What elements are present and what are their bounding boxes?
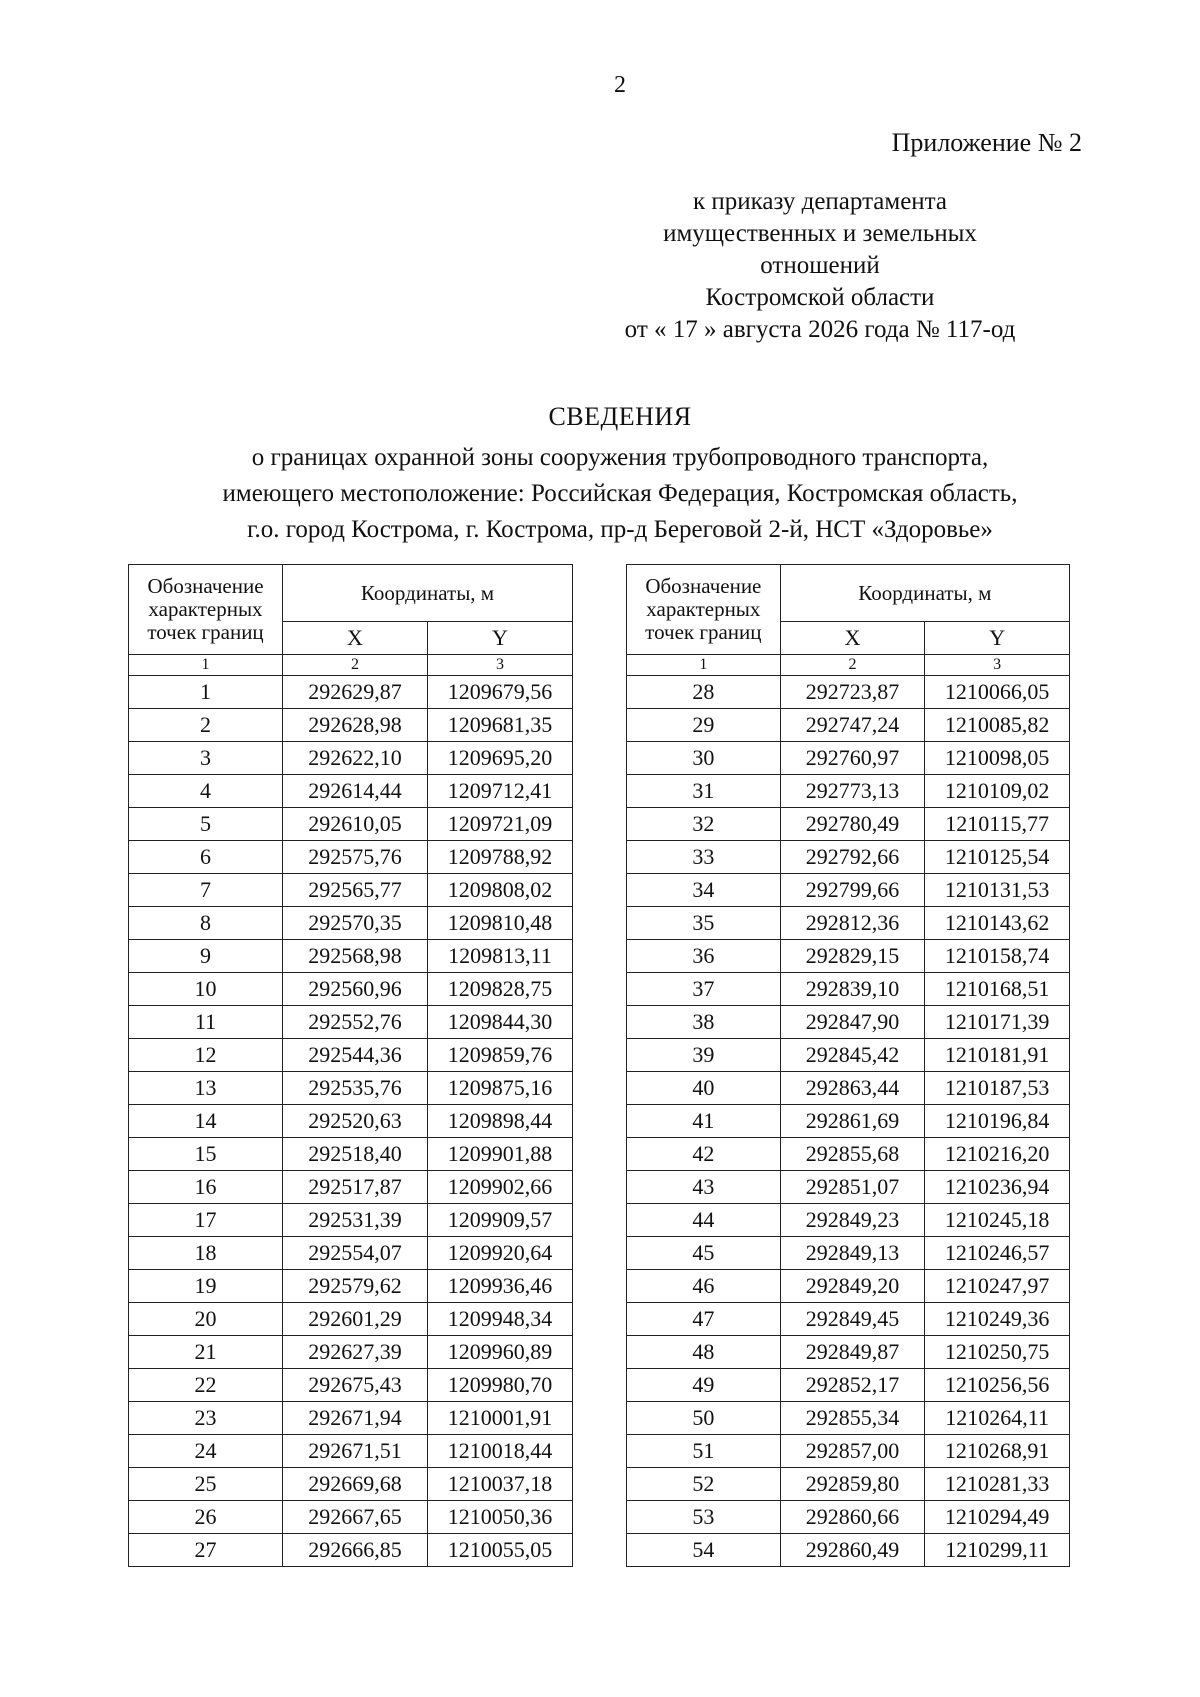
table-row [627,775,1070,808]
table-row [627,1336,1070,1369]
y-coordinate-cell: 1209679,56 [428,676,573,709]
y-coordinate-cell: 1210018,44 [428,1435,573,1468]
table-row [627,1303,1070,1336]
point-number-cell: 46 [627,1270,781,1303]
point-number-cell: 28 [627,676,781,709]
y-coordinate-cell: 1210246,57 [925,1237,1070,1270]
y-coordinate-cell: 1209902,66 [428,1171,573,1204]
header-coordinates: Координаты, м [780,565,1069,622]
header-y: Y [428,622,573,655]
point-number-cell: 2 [129,709,283,742]
table-row [129,1435,573,1468]
y-coordinate-cell: 1209813,11 [428,940,573,973]
point-number-cell: 10 [129,973,283,1006]
table-row [627,1006,1070,1039]
point-number-cell: 31 [627,775,781,808]
header-column-number: 1 [129,655,283,676]
x-coordinate-cell: 292773,13 [780,775,925,808]
table-row [129,742,573,775]
point-number-cell: 24 [129,1435,283,1468]
y-coordinate-cell: 1210098,05 [925,742,1070,775]
x-coordinate-cell: 292849,20 [780,1270,925,1303]
header-point-designation: Обозначение характерных точек границ [627,565,781,655]
point-number-cell: 18 [129,1237,283,1270]
y-coordinate-cell: 1210249,36 [925,1303,1070,1336]
table-row [627,709,1070,742]
y-coordinate-cell: 1209948,34 [428,1303,573,1336]
table-row [129,1072,573,1105]
x-coordinate-cell: 292535,76 [283,1072,428,1105]
y-coordinate-cell: 1210085,82 [925,709,1070,742]
x-coordinate-cell: 292851,07 [780,1171,925,1204]
x-coordinate-cell: 292860,66 [780,1501,925,1534]
point-number-cell: 39 [627,1039,781,1072]
x-coordinate-cell: 292666,85 [283,1534,428,1567]
y-coordinate-cell: 1209920,64 [428,1237,573,1270]
order-ref-date-number: от « 17 » августа 2026 года № 117-од [624,316,1016,343]
x-coordinate-cell: 292565,77 [283,874,428,907]
x-coordinate-cell: 292518,40 [283,1138,428,1171]
x-coordinate-cell: 292671,51 [283,1435,428,1468]
x-coordinate-cell: 292627,39 [283,1336,428,1369]
header-x: X [780,622,925,655]
point-number-cell: 34 [627,874,781,907]
y-coordinate-cell: 1210256,56 [925,1369,1070,1402]
point-number-cell: 21 [129,1336,283,1369]
table-row [129,775,573,808]
y-coordinate-cell: 1210066,05 [925,676,1070,709]
y-coordinate-cell: 1210115,77 [925,808,1070,841]
x-coordinate-cell: 292861,69 [780,1105,925,1138]
table-row [129,973,573,1006]
x-coordinate-cell: 292855,34 [780,1402,925,1435]
y-coordinate-cell: 1210125,54 [925,841,1070,874]
point-number-cell: 49 [627,1369,781,1402]
point-number-cell: 25 [129,1468,283,1501]
y-coordinate-cell: 1210001,91 [428,1402,573,1435]
x-coordinate-cell: 292812,36 [780,907,925,940]
y-coordinate-cell: 1209898,44 [428,1105,573,1138]
point-number-cell: 15 [129,1138,283,1171]
y-coordinate-cell: 1209901,88 [428,1138,573,1171]
x-coordinate-cell: 292570,35 [283,907,428,940]
point-number-cell: 42 [627,1138,781,1171]
x-coordinate-cell: 292849,87 [780,1336,925,1369]
table-row [627,1534,1070,1567]
point-number-cell: 9 [129,940,283,973]
header-column-number: 2 [780,655,925,676]
table-row [129,1006,573,1039]
appendix-title: Приложение № 2 [891,128,1082,157]
table-row [627,940,1070,973]
x-coordinate-cell: 292520,63 [283,1105,428,1138]
y-coordinate-cell: 1209712,41 [428,775,573,808]
point-number-cell: 48 [627,1336,781,1369]
y-coordinate-cell: 1209828,75 [428,973,573,1006]
x-coordinate-cell: 292799,66 [780,874,925,907]
x-coordinate-cell: 292579,62 [283,1270,428,1303]
x-coordinate-cell: 292675,43 [283,1369,428,1402]
table-row [627,874,1070,907]
table-row [129,1039,573,1072]
point-number-cell: 11 [129,1006,283,1039]
x-coordinate-cell: 292531,39 [283,1204,428,1237]
point-number-cell: 6 [129,841,283,874]
point-number-cell: 47 [627,1303,781,1336]
table-row [627,742,1070,775]
point-number-cell: 27 [129,1534,283,1567]
x-coordinate-cell: 292760,97 [780,742,925,775]
y-coordinate-cell: 1209844,30 [428,1006,573,1039]
y-coordinate-cell: 1210181,91 [925,1039,1070,1072]
header-x: X [283,622,428,655]
table-row [627,1105,1070,1138]
table-row [627,1468,1070,1501]
x-coordinate-cell: 292863,44 [780,1072,925,1105]
header-column-number: 3 [925,655,1070,676]
point-number-cell: 8 [129,907,283,940]
y-coordinate-cell: 1210250,75 [925,1336,1070,1369]
table-row [627,841,1070,874]
point-number-cell: 23 [129,1402,283,1435]
y-coordinate-cell: 1209980,70 [428,1369,573,1402]
x-coordinate-cell: 292560,96 [283,973,428,1006]
document-subtitle [100,440,1140,548]
point-number-cell: 37 [627,973,781,1006]
point-number-cell: 54 [627,1534,781,1567]
table-row [627,1204,1070,1237]
point-number-cell: 22 [129,1369,283,1402]
x-coordinate-cell: 292839,10 [780,973,925,1006]
table-row [627,1402,1070,1435]
table-row [627,1171,1070,1204]
point-number-cell: 1 [129,676,283,709]
order-ref-line: Костромской области [705,284,935,311]
x-coordinate-cell: 292667,65 [283,1501,428,1534]
point-number-cell: 26 [129,1501,283,1534]
table-row [627,907,1070,940]
y-coordinate-cell: 1210264,11 [925,1402,1070,1435]
table-row [129,1369,573,1402]
table-row [129,808,573,841]
point-number-cell: 32 [627,808,781,841]
y-coordinate-cell: 1209909,57 [428,1204,573,1237]
table-row [627,1435,1070,1468]
x-coordinate-cell: 292628,98 [283,709,428,742]
x-coordinate-cell: 292552,76 [283,1006,428,1039]
y-coordinate-cell: 1210168,51 [925,973,1070,1006]
table-row [129,1105,573,1138]
x-coordinate-cell: 292859,80 [780,1468,925,1501]
point-number-cell: 36 [627,940,781,973]
x-coordinate-cell: 292568,98 [283,940,428,973]
y-coordinate-cell: 1209788,92 [428,841,573,874]
header-coordinates: Координаты, м [283,565,573,622]
table-row [627,1270,1070,1303]
point-number-cell: 45 [627,1237,781,1270]
x-coordinate-cell: 292671,94 [283,1402,428,1435]
table-row [129,841,573,874]
header-column-number: 2 [283,655,428,676]
point-number-cell: 7 [129,874,283,907]
y-coordinate-cell: 1210196,84 [925,1105,1070,1138]
header-column-number: 3 [428,655,573,676]
x-coordinate-cell: 292554,07 [283,1237,428,1270]
y-coordinate-cell: 1210158,74 [925,940,1070,973]
y-coordinate-cell: 1210236,94 [925,1171,1070,1204]
x-coordinate-cell: 292847,90 [780,1006,925,1039]
y-coordinate-cell: 1209810,48 [428,907,573,940]
x-coordinate-cell: 292723,87 [780,676,925,709]
y-coordinate-cell: 1210281,33 [925,1468,1070,1501]
y-coordinate-cell: 1210131,53 [925,874,1070,907]
y-coordinate-cell: 1210247,97 [925,1270,1070,1303]
y-coordinate-cell: 1210299,11 [925,1534,1070,1567]
x-coordinate-cell: 292610,05 [283,808,428,841]
y-coordinate-cell: 1210294,49 [925,1501,1070,1534]
y-coordinate-cell: 1210109,02 [925,775,1070,808]
order-ref-line: отношений [760,252,880,279]
y-coordinate-cell: 1209721,09 [428,808,573,841]
x-coordinate-cell: 292849,45 [780,1303,925,1336]
table-row [129,1237,573,1270]
x-coordinate-cell: 292629,87 [283,676,428,709]
subtitle-line: г.о. город Кострома, г. Кострома, пр-д Береговой 2-й, НСТ «Здоровье» [247,516,993,543]
point-number-cell: 20 [129,1303,283,1336]
table-row [129,874,573,907]
x-coordinate-cell: 292845,42 [780,1039,925,1072]
page-number: 2 [614,72,626,98]
x-coordinate-cell: 292849,23 [780,1204,925,1237]
x-coordinate-cell: 292852,17 [780,1369,925,1402]
y-coordinate-cell: 1210143,62 [925,907,1070,940]
table-row [129,1468,573,1501]
point-number-cell: 44 [627,1204,781,1237]
table-row [129,709,573,742]
coordinates-table-left [128,564,573,1567]
point-number-cell: 40 [627,1072,781,1105]
x-coordinate-cell: 292780,49 [780,808,925,841]
table-row [627,676,1070,709]
table-row [129,1501,573,1534]
table-row [627,1369,1070,1402]
y-coordinate-cell: 1210050,36 [428,1501,573,1534]
y-coordinate-cell: 1210187,53 [925,1072,1070,1105]
point-number-cell: 3 [129,742,283,775]
subtitle-line: имеющего местоположение: Российская Федерация, Костромская область, [222,480,1018,507]
table-row [627,808,1070,841]
point-number-cell: 33 [627,841,781,874]
table-row [129,1303,573,1336]
x-coordinate-cell: 292622,10 [283,742,428,775]
table-row [129,1402,573,1435]
x-coordinate-cell: 292860,49 [780,1534,925,1567]
point-number-cell: 5 [129,808,283,841]
table-row [129,1171,573,1204]
point-number-cell: 19 [129,1270,283,1303]
table-row [129,1336,573,1369]
order-ref-line: к приказу департамента [692,188,948,215]
order-reference [560,186,1080,346]
header-column-number: 1 [627,655,781,676]
point-number-cell: 35 [627,907,781,940]
order-ref-line: имущественных и земельных [663,220,977,247]
header-y: Y [925,622,1070,655]
table-row [129,676,573,709]
y-coordinate-cell: 1209808,02 [428,874,573,907]
x-coordinate-cell: 292747,24 [780,709,925,742]
point-number-cell: 53 [627,1501,781,1534]
y-coordinate-cell: 1209681,35 [428,709,573,742]
point-number-cell: 12 [129,1039,283,1072]
point-number-cell: 43 [627,1171,781,1204]
point-number-cell: 38 [627,1006,781,1039]
table-row [129,1270,573,1303]
point-number-cell: 4 [129,775,283,808]
table-row [627,1039,1070,1072]
y-coordinate-cell: 1210055,05 [428,1534,573,1567]
y-coordinate-cell: 1209859,76 [428,1039,573,1072]
y-coordinate-cell: 1209960,89 [428,1336,573,1369]
point-number-cell: 17 [129,1204,283,1237]
x-coordinate-cell: 292669,68 [283,1468,428,1501]
table-row [627,973,1070,1006]
x-coordinate-cell: 292601,29 [283,1303,428,1336]
point-number-cell: 13 [129,1072,283,1105]
table-body [129,676,573,1567]
table-row [627,1072,1070,1105]
table-body [627,676,1070,1567]
x-coordinate-cell: 292855,68 [780,1138,925,1171]
point-number-cell: 30 [627,742,781,775]
x-coordinate-cell: 292792,66 [780,841,925,874]
table-row [129,907,573,940]
x-coordinate-cell: 292849,13 [780,1237,925,1270]
y-coordinate-cell: 1209695,20 [428,742,573,775]
header-point-designation: Обозначение характерных точек границ [129,565,283,655]
x-coordinate-cell: 292517,87 [283,1171,428,1204]
subtitle-line: о границах охранной зоны сооружения трубопроводного транспорта, [251,444,989,471]
table-row [129,1138,573,1171]
y-coordinate-cell: 1210037,18 [428,1468,573,1501]
x-coordinate-cell: 292857,00 [780,1435,925,1468]
point-number-cell: 41 [627,1105,781,1138]
table-row [627,1501,1070,1534]
point-number-cell: 14 [129,1105,283,1138]
table-row [627,1138,1070,1171]
point-number-cell: 51 [627,1435,781,1468]
point-number-cell: 16 [129,1171,283,1204]
x-coordinate-cell: 292829,15 [780,940,925,973]
x-coordinate-cell: 292575,76 [283,841,428,874]
document-title: СВЕДЕНИЯ [548,402,692,431]
y-coordinate-cell: 1210268,91 [925,1435,1070,1468]
y-coordinate-cell: 1210171,39 [925,1006,1070,1039]
table-row [129,1534,573,1567]
table-row [627,1237,1070,1270]
point-number-cell: 52 [627,1468,781,1501]
x-coordinate-cell: 292614,44 [283,775,428,808]
y-coordinate-cell: 1210216,20 [925,1138,1070,1171]
y-coordinate-cell: 1209936,46 [428,1270,573,1303]
coordinates-table-right [626,564,1070,1567]
y-coordinate-cell: 1209875,16 [428,1072,573,1105]
point-number-cell: 50 [627,1402,781,1435]
y-coordinate-cell: 1210245,18 [925,1204,1070,1237]
table-row [129,1204,573,1237]
table-row [129,940,573,973]
x-coordinate-cell: 292544,36 [283,1039,428,1072]
point-number-cell: 29 [627,709,781,742]
